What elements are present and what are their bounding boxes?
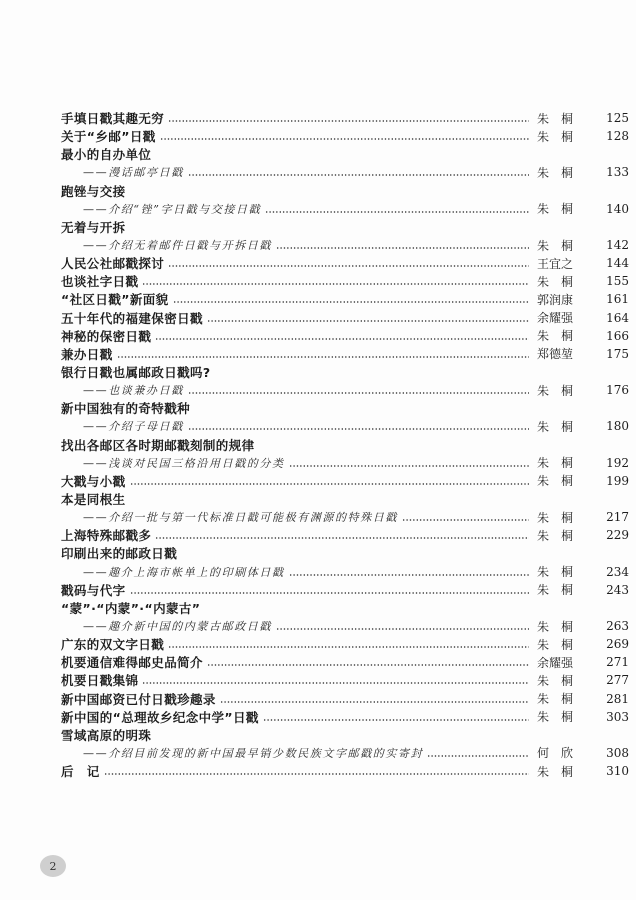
leader-dots xyxy=(168,646,529,648)
toc-entry xyxy=(61,635,629,653)
toc-entry xyxy=(61,671,629,689)
leader-dots xyxy=(168,120,529,122)
toc-author: 王宜之 xyxy=(537,256,574,271)
toc-entry xyxy=(61,182,629,200)
toc-author: 朱 桐 xyxy=(537,129,574,144)
toc-title: 也谈社字日戳 xyxy=(61,274,139,290)
toc-entry xyxy=(61,472,629,490)
table-of-contents xyxy=(61,109,629,780)
toc-title: 银行日戳也属邮政日戳吗? xyxy=(61,365,211,381)
leader-dots xyxy=(265,211,529,213)
toc-subtitle-line xyxy=(61,744,629,762)
toc-entry xyxy=(61,290,629,308)
toc-entry xyxy=(61,309,629,327)
toc-author: 朱 桐 xyxy=(537,238,574,253)
toc-author: 何 欣 xyxy=(537,746,574,761)
toc-page-number: 310 xyxy=(606,764,629,779)
toc-page-number: 277 xyxy=(606,673,629,688)
toc-title: 关于“乡邮”日戳 xyxy=(61,129,156,145)
toc-subtitle-line xyxy=(61,236,629,254)
toc-subtitle-line xyxy=(61,563,629,581)
toc-author: 朱 桐 xyxy=(537,619,574,634)
leader-dots xyxy=(188,392,529,394)
toc-subtitle: ——介绍无着邮件日戳与开拆日戳 xyxy=(83,239,272,253)
toc-entry xyxy=(61,399,629,417)
toc-title: 新中国的“总理故乡纪念中学”日戳 xyxy=(61,709,259,725)
leader-dots xyxy=(276,628,529,630)
toc-entry xyxy=(61,345,629,363)
leader-dots xyxy=(155,537,529,539)
toc-author: 余耀强 xyxy=(537,655,574,670)
toc-subtitle: ——介绍目前发现的新中国最早销少数民族文字邮戳的实寄封 xyxy=(83,746,424,760)
toc-author: 朱 桐 xyxy=(537,637,574,652)
toc-page-number: 155 xyxy=(606,274,629,289)
toc-subtitle: ——趣介上海市帐单上的印刷体日戳 xyxy=(83,565,285,579)
toc-subtitle: ——趣介新中国的内蒙古邮政日戳 xyxy=(83,620,272,633)
leader-dots xyxy=(142,682,529,684)
toc-subtitle: ——介绍“锉”字日戳与交接日戳 xyxy=(83,202,262,216)
toc-title: 人民公社邮戳探讨 xyxy=(61,256,165,272)
toc-subtitle: ——介绍子母日戳 xyxy=(83,420,184,434)
toc-entry xyxy=(61,544,629,562)
toc-author: 朱 桐 xyxy=(537,565,574,580)
toc-title: 广东的双文字日戳 xyxy=(61,637,165,653)
toc-entry xyxy=(61,436,629,454)
toc-title: 雪域高原的明珠 xyxy=(61,727,152,743)
toc-entry xyxy=(61,599,629,617)
toc-entry xyxy=(61,581,629,599)
toc-title: 本是同根生 xyxy=(61,492,126,508)
toc-title: 新中国邮资已付日戳珍趣录 xyxy=(61,691,216,707)
toc-page-number: 133 xyxy=(606,165,629,180)
toc-author: 余耀强 xyxy=(537,311,574,326)
toc-subtitle-line xyxy=(61,417,629,435)
toc-page-number: 263 xyxy=(606,619,629,633)
toc-entry xyxy=(61,363,629,381)
leader-dots xyxy=(220,701,529,703)
toc-page-number: 229 xyxy=(606,528,629,543)
toc-author: 朱 桐 xyxy=(537,111,574,126)
toc-page-number: 164 xyxy=(606,310,629,325)
toc-page-number: 176 xyxy=(606,383,629,398)
toc-page-number: 175 xyxy=(606,346,629,361)
toc-entry xyxy=(61,653,629,671)
toc-title: 找出各邮区各时期邮戳刻制的规律 xyxy=(61,437,255,453)
toc-page-number: 161 xyxy=(606,292,629,307)
leader-dots xyxy=(155,338,529,340)
toc-page-number: 140 xyxy=(606,201,629,216)
toc-subtitle-line xyxy=(61,381,629,399)
toc-author: 朱 桐 xyxy=(537,329,574,344)
toc-author: 朱 桐 xyxy=(537,165,574,180)
toc-entry xyxy=(61,708,629,726)
leader-dots xyxy=(160,138,529,140)
toc-author: 朱 桐 xyxy=(537,456,574,471)
toc-subtitle: ——浅谈对民国三格沿用日戳的分类 xyxy=(83,456,285,470)
toc-subtitle-line xyxy=(61,617,629,635)
toc-title: 戳码与代字 xyxy=(61,582,126,598)
leader-dots xyxy=(188,174,529,176)
leader-dots xyxy=(289,465,529,467)
leader-dots xyxy=(263,719,529,721)
toc-author: 朱 桐 xyxy=(537,474,574,489)
toc-title: 后 记 xyxy=(61,764,100,780)
toc-author: 朱 桐 xyxy=(537,510,574,525)
leader-dots xyxy=(276,247,529,249)
leader-dots xyxy=(117,356,529,358)
toc-title: 最小的自办单位 xyxy=(61,147,152,163)
toc-title: “社区日戳”新面貌 xyxy=(61,292,169,308)
toc-title: 上海特殊邮戳多 xyxy=(61,528,152,544)
toc-entry xyxy=(61,272,629,290)
toc-subtitle: ——介绍一批与第一代标准日戳可能极有渊源的特殊日戳 xyxy=(83,511,398,525)
toc-subtitle-line xyxy=(61,454,629,472)
toc-author: 郑德堃 xyxy=(537,347,574,362)
toc-entry xyxy=(61,254,629,272)
toc-title: 五十年代的福建保密日戳 xyxy=(61,310,203,326)
toc-entry xyxy=(61,145,629,163)
toc-title: 机要通信难得邮史品简介 xyxy=(61,655,203,671)
toc-author: 朱 桐 xyxy=(537,673,574,688)
toc-page-number: 142 xyxy=(606,238,629,253)
toc-entry xyxy=(61,526,629,544)
toc-page-number: 128 xyxy=(606,129,629,144)
toc-page-number: 217 xyxy=(606,510,629,525)
toc-title: 机要日戳集锦 xyxy=(61,673,139,689)
toc-page-number: 269 xyxy=(606,637,629,652)
leader-dots xyxy=(168,265,529,267)
toc-page-number: 271 xyxy=(606,655,629,670)
toc-entry xyxy=(61,127,629,145)
leader-dots xyxy=(130,483,529,485)
leader-dots xyxy=(104,773,529,775)
toc-author: 朱 桐 xyxy=(537,583,574,598)
toc-entry xyxy=(61,690,629,708)
page-number-badge xyxy=(40,855,66,877)
toc-entry xyxy=(61,762,629,780)
toc-entry xyxy=(61,726,629,744)
toc-page-number: 166 xyxy=(606,328,629,343)
toc-title: 大戳与小戳 xyxy=(61,473,126,489)
toc-subtitle-line xyxy=(61,508,629,526)
leader-dots xyxy=(173,301,529,303)
toc-title: 神秘的保密日戳 xyxy=(61,328,152,344)
toc-author: 朱 桐 xyxy=(537,274,574,289)
toc-title: 兼办日戳 xyxy=(61,346,113,362)
toc-author: 朱 桐 xyxy=(537,383,574,398)
toc-author: 朱 桐 xyxy=(537,419,574,434)
toc-subtitle-line xyxy=(61,200,629,218)
toc-page-number: 125 xyxy=(606,111,629,126)
toc-page-number: 199 xyxy=(606,473,629,488)
toc-page-number: 180 xyxy=(606,419,629,434)
toc-author: 朱 桐 xyxy=(537,528,574,543)
toc-subtitle: ——漫话邮亭日戳 xyxy=(83,166,184,180)
toc-subtitle-line xyxy=(61,163,629,181)
toc-page-number: 192 xyxy=(606,455,629,470)
toc-author: 朱 桐 xyxy=(537,764,574,779)
toc-title: 无着与开拆 xyxy=(61,219,126,235)
toc-page-number: 144 xyxy=(606,256,629,271)
toc-page-number: 243 xyxy=(606,582,629,597)
toc-author: 郭润康 xyxy=(537,292,574,307)
toc-page-number: 308 xyxy=(606,745,629,760)
toc-page-number: 234 xyxy=(606,564,629,579)
toc-entry xyxy=(61,109,629,127)
toc-page-number: 303 xyxy=(606,709,629,724)
toc-author: 朱 桐 xyxy=(537,710,574,725)
toc-page-number: 281 xyxy=(606,691,629,706)
leader-dots xyxy=(427,755,529,757)
toc-author: 朱 桐 xyxy=(537,692,574,707)
toc-title: 印刷出来的邮政日戳 xyxy=(61,546,178,562)
toc-title: 手填日戳其趣无穷 xyxy=(61,111,165,127)
leader-dots xyxy=(130,592,529,594)
toc-entry xyxy=(61,490,629,508)
leader-dots xyxy=(188,428,529,430)
leader-dots xyxy=(289,574,529,576)
toc-title: 跑锉与交接 xyxy=(61,183,126,199)
toc-title: 新中国独有的奇特戳种 xyxy=(61,401,191,417)
leader-dots xyxy=(207,320,529,322)
toc-entry xyxy=(61,327,629,345)
leader-dots xyxy=(207,664,529,666)
toc-subtitle: ——也谈兼办日戳 xyxy=(83,384,184,398)
leader-dots xyxy=(142,283,529,285)
page-number: 2 xyxy=(49,859,57,873)
toc-author: 朱 桐 xyxy=(537,202,574,217)
toc-entry xyxy=(61,218,629,236)
leader-dots xyxy=(402,519,529,521)
toc-title: “蒙”·“内蒙”·“内蒙古” xyxy=(61,600,201,616)
